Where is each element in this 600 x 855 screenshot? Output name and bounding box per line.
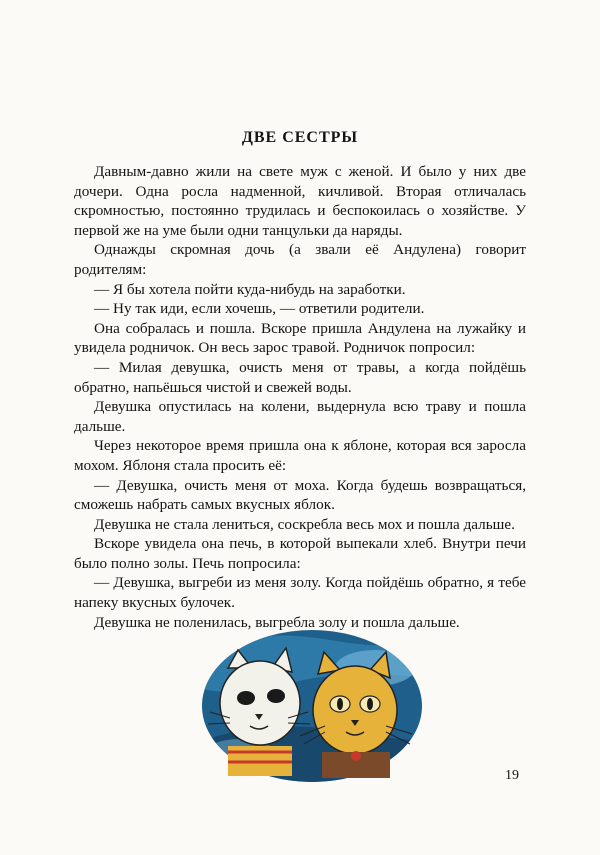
paragraph: Через некоторое время пришла она к яблоне, которая вся заросла мохом. Яблоня стала просить её:	[74, 437, 526, 474]
paragraph: Девушка не поленилась, выгребла золу и пошла дальше.	[94, 613, 460, 631]
paragraph: Девушка не стала лениться, соскребла весь мох и пошла дальше.	[94, 515, 515, 533]
paragraph: Девушка опустилась на колени, выдернула всю траву и пошла дальше.	[74, 398, 526, 435]
paragraph: Однажды скромная дочь (а звали её Андулена) говорит родителям:	[74, 241, 526, 278]
paragraph: Давным-давно жили на свете муж с женой. И было у них две дочери. Одна росла надменной, кичливой. Вторая отличалась скромностью, постоянно трудилась и беспокоилась о хозяйстве. У первой же на уме были одни танцульки да наряды.	[74, 163, 526, 239]
paragraph: Вскоре увидела она печь, в которой выпекали хлеб. Внутри печи было полно золы. Печь попросила:	[74, 535, 526, 572]
paragraph: — Милая девушка, очисть меня от травы, а когда пойдёшь обратно, напьёшься чистой и свежей воды.	[74, 358, 526, 396]
page-number: 19	[505, 768, 519, 783]
paragraph: — Я бы хотела пойти куда-нибудь на заработки.	[94, 280, 406, 298]
paragraph: — Девушка, очисть меня от моха. Когда будешь возвращаться, сможешь набрать самых вкусных яблок.	[74, 476, 526, 514]
cats-illustration	[200, 628, 425, 788]
paragraph: — Девушка, выгреби из меня золу. Когда пойдёшь обратно, я тебе напеку вкусных булочек.	[74, 574, 526, 612]
story-text	[74, 162, 526, 632]
paragraph: Она собралась и пошла. Вскоре пришла Андулена на лужайку и увидела родничок. Он весь зарос травой. Родничок попросил:	[74, 319, 526, 357]
story-title: ДВЕ СЕСТРЫ	[241, 129, 359, 146]
paragraph: — Ну так иди, если хочешь, — ответили родители.	[94, 300, 425, 318]
